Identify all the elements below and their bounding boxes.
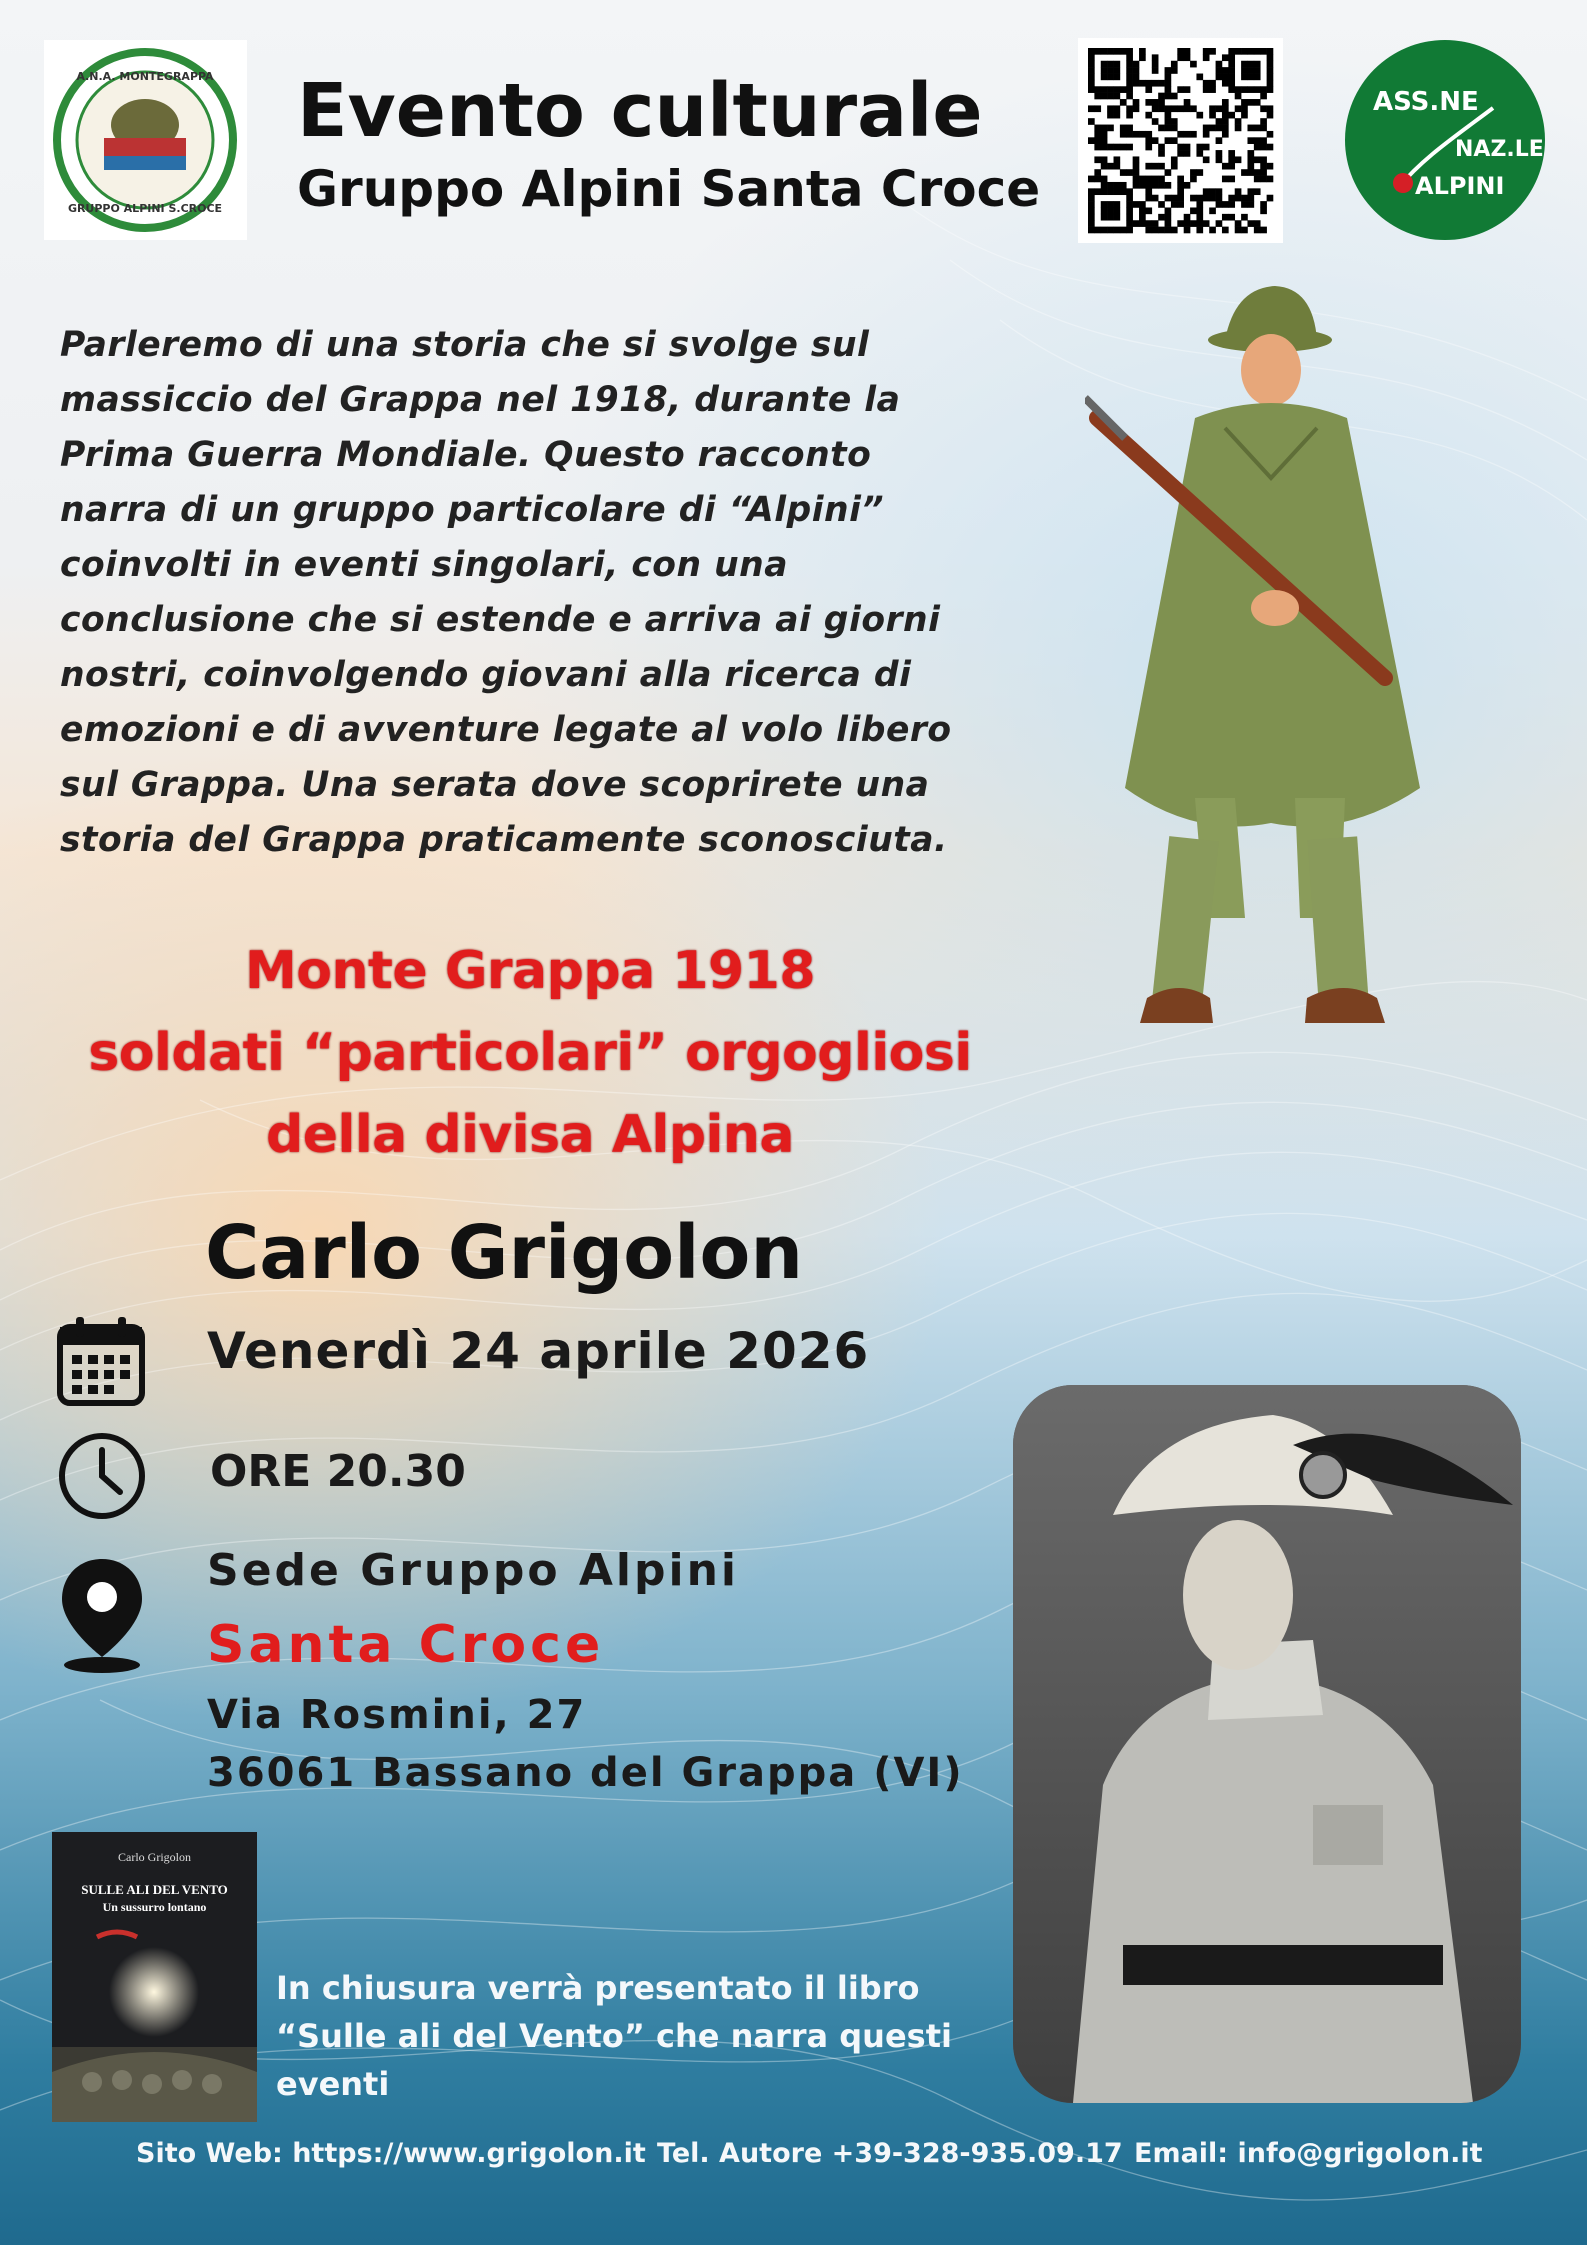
book-cover [52, 1832, 257, 2122]
event-date: Venerdì 24 aprile 2026 [207, 1322, 870, 1380]
closing-line: “Sulle ali del Vento” che narra questi [276, 2017, 952, 2055]
headline-line: soldati “particolari” orgogliosi [88, 1023, 972, 1083]
intro-line: narra di un gruppo particolare di “Alpini” [60, 490, 885, 530]
intro-line: Parleremo di una storia che si svolge sul [60, 325, 870, 365]
footer-phone[interactable]: Tel. Autore +39-328-935.09.17 [657, 2138, 1123, 2169]
book-author: Carlo Grigolon [118, 1850, 191, 1864]
clock-icon [56, 1430, 148, 1526]
book-title: SULLE ALI DEL VENTO [81, 1882, 228, 1897]
headline-line: della divisa Alpina [266, 1105, 794, 1165]
intro-line: emozioni e di avventure legate al volo libero [60, 710, 952, 750]
ana-national-logo [1343, 38, 1547, 242]
speaker-name: Carlo Grigolon [205, 1210, 803, 1296]
intro-line: conclusione che si estende e arriva ai giorni [60, 600, 941, 640]
venue-line2: Santa Croce [207, 1615, 605, 1675]
book-subtitle: Un sussurro lontano [102, 1900, 207, 1914]
svg-text:GRUPPO ALPINI S.CROCE: GRUPPO ALPINI S.CROCE [67, 202, 223, 215]
address-street: Via Rosmini, 27 [207, 1692, 587, 1738]
event-time: ORE 20.30 [210, 1446, 466, 1497]
address-city: 36061 Bassano del Grappa (VI) [207, 1750, 964, 1796]
intro-line: storia del Grappa praticamente sconosciuta. [60, 820, 948, 860]
closing-text [276, 1964, 952, 2108]
logo-text-line3: ALPINI [1415, 172, 1505, 200]
intro-line: coinvolti in eventi singolari, con una [60, 545, 788, 585]
calendar-icon [56, 1315, 148, 1411]
logo-text-line2: NAZ.LE [1455, 137, 1544, 162]
svg-text:A.N.A. MONTEGRAPPA: A.N.A. MONTEGRAPPA [76, 70, 214, 83]
event-headline [40, 930, 1020, 1176]
intro-line: sul Grappa. Una serata dove scoprirete una [60, 765, 930, 805]
logo-text-line1: ASS.NE [1373, 87, 1479, 117]
qr-code[interactable] [1078, 38, 1283, 243]
location-pin-icon [56, 1555, 148, 1681]
closing-line: In chiusura verrà presentato il libro [276, 1969, 920, 2007]
closing-line: eventi [276, 2065, 390, 2103]
ana-montegrappa-logo [44, 40, 247, 240]
venue-line1: Sede Gruppo Alpini [207, 1545, 739, 1596]
intro-line: massiccio del Grappa nel 1918, durante la [60, 380, 901, 420]
intro-paragraph [60, 318, 990, 868]
footer-email[interactable]: Email: info@grigolon.it [1134, 2138, 1483, 2169]
intro-line: nostri, coinvolgendo giovani alla ricerca di [60, 655, 912, 695]
alpine-soldier-illustration [1085, 278, 1465, 1068]
historic-soldier-photo [1013, 1385, 1521, 2103]
intro-line: Prima Guerra Mondiale. Questo racconto [60, 435, 872, 475]
page-subtitle: Gruppo Alpini Santa Croce [297, 160, 1041, 218]
headline-line: Monte Grappa 1918 [245, 941, 815, 1001]
footer-website[interactable]: Sito Web: https://www.grigolon.it [136, 2138, 646, 2169]
page-title: Evento culturale [297, 68, 983, 154]
